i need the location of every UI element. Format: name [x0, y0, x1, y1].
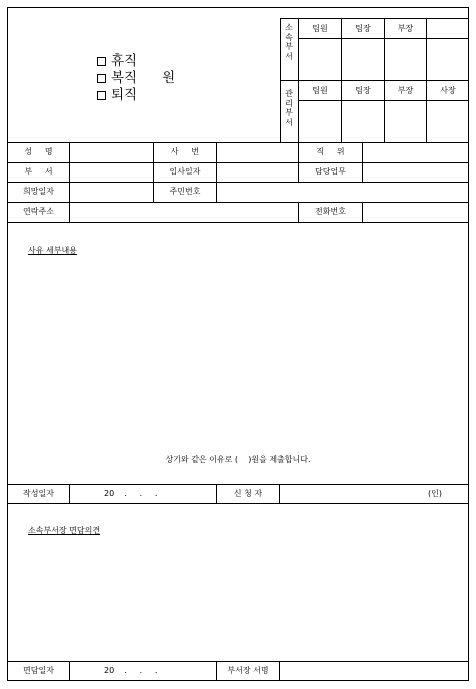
- approval-top-border: [280, 18, 469, 19]
- dept-sign-member[interactable]: [299, 39, 341, 80]
- manager-signature-label: 부서장 서명: [227, 666, 269, 675]
- reason-statement: 상기와 같은 이유로 ( )원을 제출합니다.: [165, 455, 311, 464]
- hire-date-field[interactable]: [217, 163, 298, 182]
- mgmt-approval-label: 관 리 부 서: [285, 89, 293, 127]
- option-return[interactable]: [97, 70, 175, 87]
- position-label: 직 위: [316, 147, 345, 156]
- opinion-textarea[interactable]: [20, 540, 460, 658]
- write-row-bottom-border: [7, 503, 469, 504]
- interview-date-field[interactable]: 20 . . .: [104, 666, 158, 675]
- dept-sign-leader[interactable]: [342, 39, 384, 80]
- dept-header-member: 팀원: [312, 24, 328, 33]
- mgmt-sign-leader[interactable]: [342, 101, 384, 142]
- dept-approval-label: 소 속 부 서: [285, 23, 293, 61]
- mgmt-header-manager: 부장: [397, 86, 414, 95]
- info-bottom-border: [7, 222, 469, 223]
- option-resign[interactable]: [97, 87, 175, 104]
- dept-sign-manager[interactable]: [385, 39, 426, 80]
- title-block: [97, 53, 175, 104]
- title-suffix: 원: [162, 70, 176, 86]
- mgmt-header-leader: 팀장: [355, 86, 371, 95]
- department-field[interactable]: [70, 163, 153, 182]
- mgmt-sign-president[interactable]: [427, 101, 469, 142]
- employee-no-label: 사 번: [170, 147, 200, 156]
- mgmt-sign-manager[interactable]: [385, 101, 426, 142]
- checkbox-resign[interactable]: [97, 91, 106, 100]
- write-date-field[interactable]: 20 . . .: [104, 489, 158, 498]
- write-date-label: 작성일자: [23, 489, 54, 498]
- duty-field[interactable]: [363, 163, 469, 182]
- resident-no-field[interactable]: [217, 183, 469, 202]
- resident-no-label: 주민번호: [169, 187, 201, 196]
- mgmt-header-president: 사장: [440, 86, 456, 95]
- option-leave[interactable]: [97, 53, 175, 70]
- employee-no-field[interactable]: [217, 143, 298, 162]
- checkbox-return[interactable]: [97, 74, 106, 83]
- address-label: 연락주소: [23, 207, 54, 216]
- option-return-label: 복직: [111, 70, 138, 86]
- duty-label: 담당업무: [315, 167, 346, 176]
- option-resign-label: 퇴직: [111, 87, 138, 103]
- name-field[interactable]: [70, 143, 153, 162]
- dept-header-manager: 부장: [397, 24, 414, 33]
- opinion-label: 소속부서장 면담의견: [28, 526, 101, 535]
- phone-label: 전화번호: [315, 207, 346, 216]
- dept-header-leader: 팀장: [355, 24, 371, 33]
- interview-date-label: 면담일자: [23, 666, 54, 675]
- hire-date-label: 입사일자: [169, 167, 201, 176]
- department-label: 부 서: [24, 167, 53, 176]
- mgmt-sign-member[interactable]: [299, 101, 341, 142]
- manager-signature-field[interactable]: [280, 662, 468, 680]
- checkbox-leave[interactable]: [97, 57, 106, 66]
- approval-section-divider: [280, 80, 469, 81]
- bottom-row-col-line-1: [69, 661, 70, 681]
- seal-mark: (인): [428, 489, 442, 498]
- reason-textarea[interactable]: [20, 260, 460, 450]
- mgmt-header-member: 팀원: [312, 86, 328, 95]
- phone-field[interactable]: [363, 203, 469, 222]
- option-leave-label: 휴직: [111, 53, 138, 69]
- position-field[interactable]: [363, 143, 469, 162]
- desired-date-label: 희망일자: [23, 187, 54, 196]
- address-field[interactable]: [70, 203, 298, 222]
- write-row-col-line-1: [69, 484, 70, 503]
- desired-date-field[interactable]: [70, 183, 153, 202]
- name-label: 성 명: [24, 147, 53, 156]
- reason-label: 사유 세부내용: [28, 246, 77, 255]
- applicant-label: 신 청 자: [233, 489, 263, 498]
- applicant-field[interactable]: [280, 485, 420, 503]
